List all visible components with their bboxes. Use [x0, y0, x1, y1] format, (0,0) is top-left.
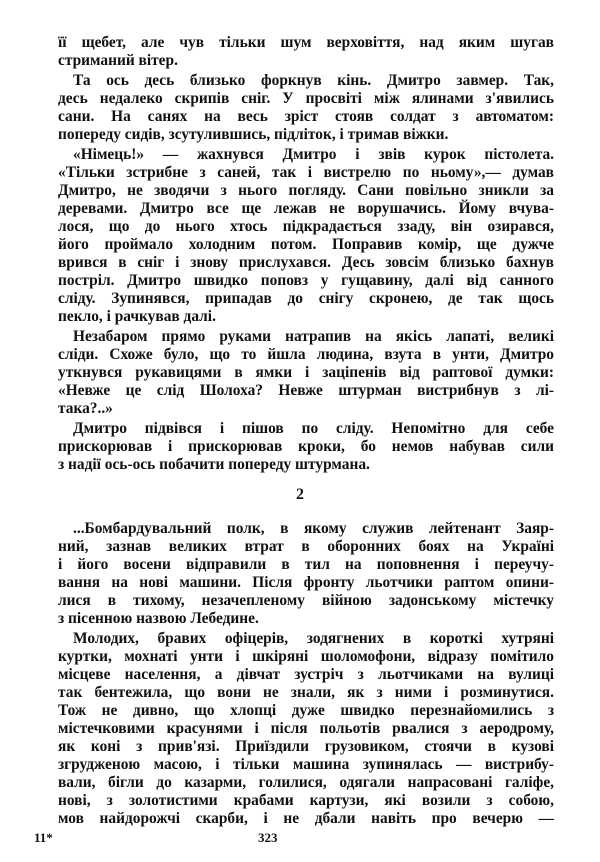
- text-line: деревами. Дмитро все ще лежав не ворушачись. Йому вчува-: [58, 200, 554, 217]
- text-line: ...Бомбардувальний полк, в якому служив лейтенант Заяр-: [73, 520, 554, 537]
- text-line: вання на нові машини. Після фронту льотчики раптом опини-: [58, 574, 554, 591]
- text-line: як коні з прив'язі. Приїздили грузовиком, стоячи в кузові: [58, 738, 554, 755]
- text-line: Незабаром прямо руками натрапив на якісь лапаті, великі: [73, 328, 554, 345]
- text-line: і його восени відправили в тил на поповнення і переучу-: [58, 556, 554, 573]
- text-line: постріл. Дмитро швидко поповз у гущавину, далі від санного: [58, 272, 554, 289]
- text-line: вали, бігли до казарми, голилися, одягали напрасовані галіфе,: [58, 774, 554, 791]
- text-line: десь недалеко скрипів сніг. У просвіті між ялинами з'явились: [58, 90, 554, 107]
- text-line: Дмитро підвівся і пішов по сліду. Непомітно для себе: [73, 420, 554, 437]
- text-line: Молодих, бравих офіцерів, зодягнених в короткі хутряні: [73, 630, 554, 647]
- text-line: «Невже це слід Шолоха? Невже штурман вистрибнув з лі-: [58, 382, 554, 399]
- text-line: куртки, мохнаті унти і шкіряні шоломофони, відразу помітило: [58, 648, 554, 665]
- text-line: з надії ось-ось побачити попереду штурмана.: [58, 456, 370, 473]
- text-line: Тож не дивно, що хлопці дуже швидко перезнайомились з: [58, 702, 554, 719]
- text-line: «Тільки зстрибне з саней, так і вистрелю по ньому»,— думав: [58, 164, 554, 181]
- text-line: «Німець!» — жахнувся Дмитро і звів курок пістолета.: [73, 146, 554, 163]
- text-line: нові, з золотистими крабами картузи, які возили з собою,: [58, 792, 554, 809]
- text-line: її щебет, але чув тільки шум верховіття, над яким шугав: [58, 34, 554, 51]
- text-line: пекло, і рачкував далі.: [58, 308, 216, 325]
- text-line: лося, що до нього хтось підкрадається ззаду, він озирався,: [58, 218, 554, 235]
- text-line: сліди. Схоже було, що то йшла людина, взута в унти, Дмитро: [58, 346, 554, 363]
- page-number: 323: [258, 830, 278, 845]
- text-line: Дмитро, не зводячи з нього погляду. Сани повільно зникли за: [58, 182, 554, 199]
- text-line: попереду сидів, зсутулившись, підліток, і тримав віжки.: [58, 126, 449, 143]
- text-line: прискорював і прискорював кроки, бо немов набував сили: [58, 438, 554, 455]
- text-line: врився в сніг і знову прислухався. Десь зовсім близько бахнув: [58, 254, 554, 271]
- text-line: так бентежила, що вони не знали, як з ними і розминутися.: [58, 684, 554, 701]
- text-line: місцеве населення, а дівчат зустріч з льотчиками на вулиці: [58, 666, 554, 683]
- text-line: стриманий вітер.: [58, 52, 178, 69]
- text-line: сани. На санях на весь зріст стояв солдат з автоматом:: [58, 108, 554, 125]
- printer-signature: 11*: [34, 830, 53, 845]
- text-line: ний, зазнав великих втрат в оборонних боях на Україні: [58, 538, 554, 555]
- text-line: така?..»: [58, 400, 113, 417]
- text-line: його проймало холодним потом. Поправив комір, ще дужче: [58, 236, 554, 253]
- text-line: уткнувся рукавицями в ямки і заціпенів від раптової думки:: [58, 364, 554, 381]
- text-line: містечковими красунями і після польотів рвалися з аеродрому,: [58, 720, 554, 737]
- text-line: згрудженою масою, і тільки машина зупинялась — вистрибу-: [58, 756, 554, 773]
- text-line: лися в тихому, незачепленому війною задонському містечку: [58, 592, 554, 609]
- text-line: сліду. Зупинявся, припадав до снігу скронею, де так щось: [58, 290, 554, 307]
- text-line: з пісенною назвою Лебедине.: [58, 610, 259, 627]
- chapter-number: 2: [296, 486, 304, 503]
- text-line: мов найдорожчі скарби, і не дбали навіть про вечерю —: [58, 810, 554, 827]
- text-line: Та ось десь близько форкнув кінь. Дмитро завмер. Так,: [73, 72, 554, 89]
